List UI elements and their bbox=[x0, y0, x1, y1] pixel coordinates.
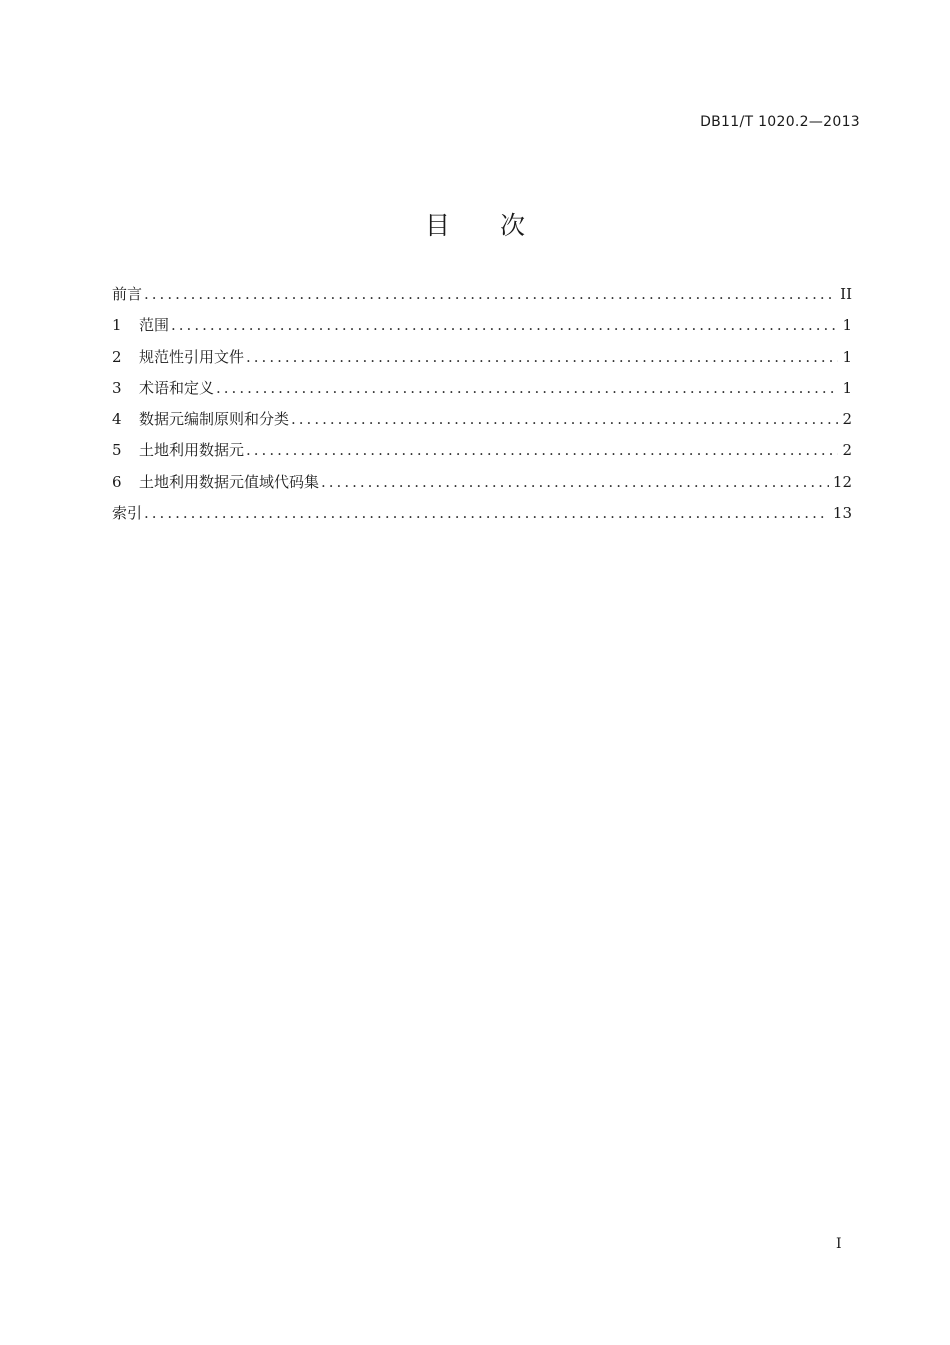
toc-leader-dots bbox=[171, 316, 838, 334]
toc-leader-dots bbox=[291, 410, 838, 428]
toc-title-char-2: 次 bbox=[500, 211, 526, 240]
toc-leader-dots bbox=[216, 379, 838, 397]
toc-entry-index[interactable] bbox=[112, 502, 852, 533]
toc-entry-text: 土地利用数据元值域代码集 bbox=[139, 472, 320, 491]
toc-entry-terms-definitions[interactable] bbox=[112, 377, 852, 408]
toc-entry-text: 数据元编制原则和分类 bbox=[139, 410, 290, 429]
toc-entry-text: 前言 bbox=[112, 285, 143, 303]
toc-entry-page: 1 bbox=[842, 378, 852, 397]
toc-entry-scope[interactable] bbox=[112, 314, 852, 345]
toc-entry-page: 2 bbox=[842, 410, 852, 429]
toc-entry-land-use-data-elements[interactable] bbox=[112, 439, 852, 470]
standard-code: DB11/T 1020.2—2013 bbox=[700, 114, 860, 130]
toc-entry-page: 2 bbox=[842, 441, 852, 460]
toc-entry-normative-references[interactable] bbox=[112, 346, 852, 377]
toc-leader-dots bbox=[246, 348, 838, 366]
toc-entry-text: 规范性引用文件 bbox=[139, 347, 245, 366]
toc-title bbox=[0, 206, 950, 242]
toc-entry-text: 范围 bbox=[139, 316, 170, 335]
toc-entry-value-domain-codes[interactable] bbox=[112, 471, 852, 502]
toc-entry-page: 13 bbox=[832, 504, 852, 523]
toc-entry-number: 2 bbox=[112, 347, 122, 366]
toc-entry-number: 5 bbox=[112, 441, 122, 460]
toc-title-char-1: 目 bbox=[424, 211, 450, 240]
toc-entry-number: 6 bbox=[112, 472, 122, 491]
toc-entry-foreword[interactable] bbox=[112, 283, 852, 314]
page-number: I bbox=[836, 1236, 842, 1252]
toc-entry-page: 1 bbox=[842, 347, 852, 366]
toc-leader-dots bbox=[321, 473, 829, 491]
toc-list bbox=[112, 283, 852, 533]
toc-entry-page: 12 bbox=[832, 472, 852, 491]
toc-entry-principles-classification[interactable] bbox=[112, 408, 852, 439]
toc-entry-number: 3 bbox=[112, 378, 122, 397]
toc-entry-number: 1 bbox=[112, 316, 122, 335]
toc-leader-dots bbox=[246, 441, 838, 459]
toc-entry-number: 4 bbox=[112, 410, 122, 429]
toc-entry-text: 术语和定义 bbox=[139, 378, 215, 397]
toc-leader-dots bbox=[144, 504, 829, 522]
toc-entry-page: II bbox=[840, 285, 852, 303]
toc-entry-text: 土地利用数据元 bbox=[139, 441, 245, 460]
toc-entry-page: 1 bbox=[842, 316, 852, 335]
toc-entry-text: 索引 bbox=[112, 504, 143, 523]
toc-leader-dots bbox=[144, 285, 836, 303]
